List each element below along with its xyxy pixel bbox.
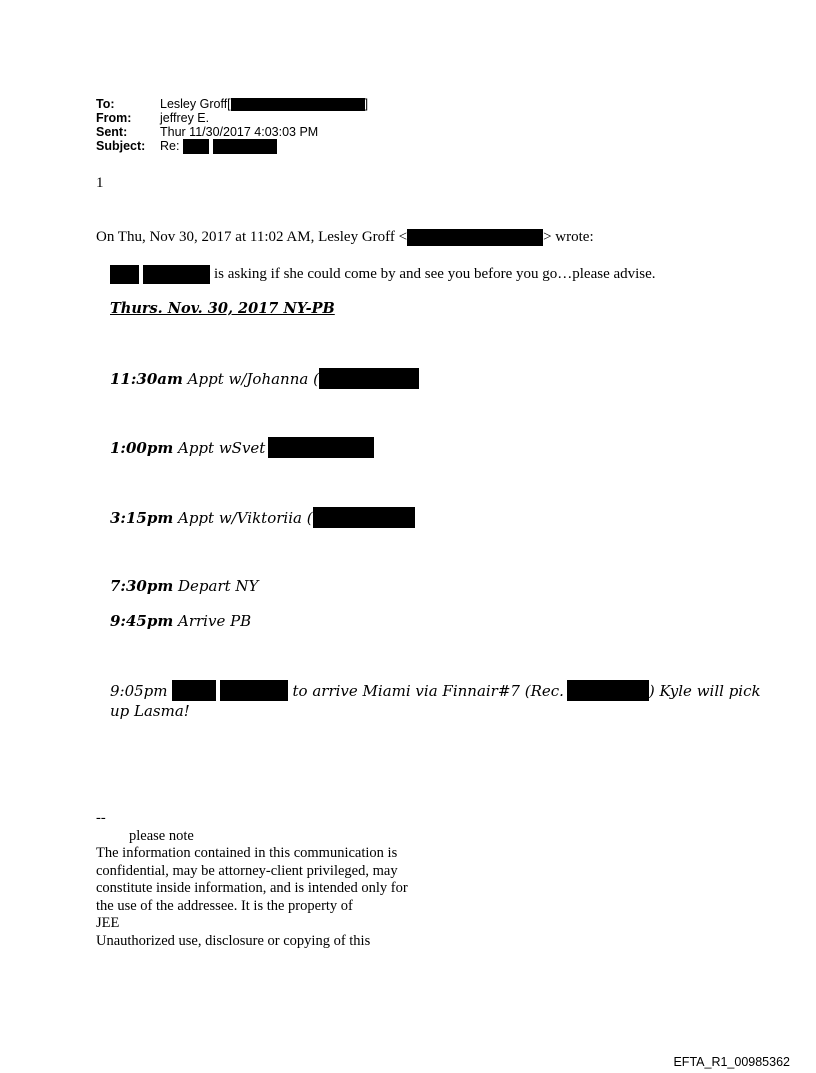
reply-text: 1 [96,175,104,191]
request-line [110,265,656,284]
to-close: ] [364,97,369,111]
to-value: Lesley Groff[ [160,97,231,111]
arrival-line2: up Lasma! [110,702,190,720]
schedule-time: 3:15pm [110,508,174,527]
schedule-text: Appt wSvet [178,438,266,457]
from-value: jeffrey E. [160,111,210,125]
disclaimer-line: the use of the addressee. It is the property of [96,897,353,914]
redaction-bar [313,507,415,528]
sent-label: Sent: [96,125,128,139]
subject-label: Subject: [96,139,146,153]
subject-row [96,139,368,153]
schedule-item [110,612,251,630]
schedule-item [110,507,415,528]
schedule-text: Appt w/Viktoriia ( [178,508,313,527]
redaction-bar [268,437,374,458]
redaction-bar [172,680,216,701]
disclaimer-line: JEE [96,915,120,931]
signature-block [96,810,408,950]
email-header [96,97,368,153]
subject-value: Re: [160,139,180,153]
disclaimer-line: confidential, may be attorney-client privileged, may [96,862,398,879]
schedule-item [110,437,374,458]
redaction-bar [220,680,288,701]
from-row [96,111,368,125]
from-label: From: [96,111,132,125]
redaction-bar [567,680,649,701]
disclaimer-line: Unauthorized use, disclosure or copying of this [96,932,371,949]
quote-intro [96,229,594,246]
schedule-heading: Thurs. Nov. 30, 2017 NY-PB [110,300,335,317]
redaction-bar [183,139,209,154]
schedule-item [110,577,258,595]
disclaimer-line: constitute inside information, and is intended only for [96,880,408,896]
arrival-text: to arrive Miami via Finnair#7 (Rec. [292,681,564,700]
redaction-bar [319,368,419,389]
schedule-time: 11:30am [110,369,183,388]
redaction-bar [110,265,139,284]
arrival-tail: ) Kyle will pick [648,681,761,700]
document-id: EFTA_R1_00985362 [673,1055,790,1069]
signature-dashes: -- [96,810,106,826]
to-row [96,97,368,111]
disclaimer-line: The information contained in this communication is [96,845,398,861]
redaction-bar [213,139,277,154]
schedule-item [110,368,419,389]
schedule-text: Appt w/Johanna ( [187,369,319,388]
arrival-line [110,680,761,701]
sent-value: Thur 11/30/2017 4:03:03 PM [160,125,319,139]
schedule-time: 9:45pm [110,612,174,630]
redaction-bar [143,265,210,284]
schedule-time: 7:30pm [110,577,174,595]
sent-row [96,125,368,139]
request-text: is asking if she could come by and see you before you go…please advise. [214,266,656,282]
arrival-time: 9:05pm [110,681,168,700]
quote-intro-end: > wrote: [543,229,594,245]
redaction-bar [407,229,543,246]
schedule-text: Depart NY [178,577,259,595]
redaction-bar [231,98,365,111]
signature-note: please note [129,827,194,844]
schedule-time: 1:00pm [110,438,174,457]
to-label: To: [96,97,115,111]
schedule-text: Arrive PB [178,612,252,630]
quote-intro-start: On Thu, Nov 30, 2017 at 11:02 AM, Lesley Groff < [96,229,408,245]
